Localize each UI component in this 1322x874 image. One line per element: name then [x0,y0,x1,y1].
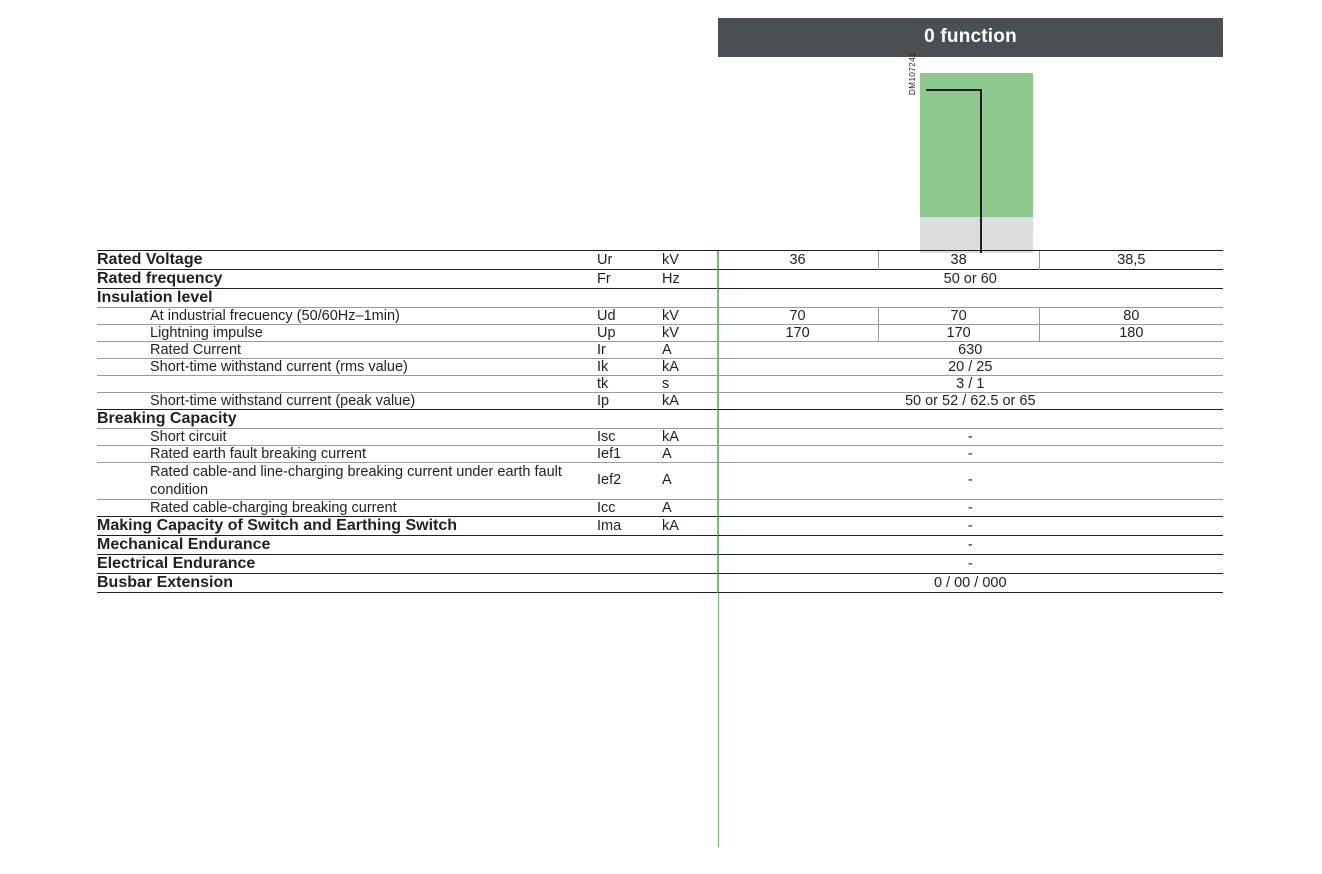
row-label: Electrical Endurance [97,555,597,574]
row-symbol: Isc [597,429,662,446]
row-label: Rated cable-and line-charging breaking current under earth fault condition [97,463,597,500]
section-label: Insulation level [97,289,597,308]
table-row [97,446,1223,463]
function-header-area [718,18,1223,253]
row-value-1: - [717,500,1223,517]
row-symbol: Ief2 [597,463,662,500]
row-label: Making Capacity of Switch and Earthing Switch [97,517,597,536]
row-unit: kA [662,359,717,376]
table-row [97,393,1223,410]
row-unit [662,536,717,555]
single-line-diagram [920,73,1033,253]
row-label [97,376,597,393]
table-row [97,325,1223,342]
row-value-1: 50 or 52 / 62.5 or 65 [717,393,1223,410]
diagram-green-block [920,73,1033,217]
table-row [97,463,1223,500]
row-unit: kA [662,393,717,410]
row-label: Mechanical Endurance [97,536,597,555]
row-value-2: 70 [878,308,1039,325]
row-unit: A [662,342,717,359]
row-value-1: - [717,463,1223,500]
table-section-row [97,410,1223,429]
row-unit: s [662,376,717,393]
row-symbol: Ir [597,342,662,359]
row-unit: kV [662,251,717,270]
row-unit [662,574,717,593]
table-row [97,500,1223,517]
row-symbol: Ima [597,517,662,536]
row-value-1 [717,289,1223,308]
row-value-1: 170 [717,325,878,342]
row-unit: A [662,463,717,500]
row-value-1: 70 [717,308,878,325]
row-symbol: Ip [597,393,662,410]
row-symbol: tk [597,376,662,393]
riser-line-icon [980,89,982,253]
busbar-line-icon [926,89,982,91]
table-row [97,517,1223,536]
function-title: 0 function [718,18,1223,57]
row-unit: kA [662,517,717,536]
row-symbol [597,410,662,429]
row-unit [662,410,717,429]
row-value-1: 50 or 60 [717,270,1223,289]
row-label: Rated cable-charging breaking current [97,500,597,517]
table-row [97,342,1223,359]
row-symbol: Ud [597,308,662,325]
table-row [97,555,1223,574]
table-row [97,429,1223,446]
table-row [97,308,1223,325]
row-value-1: - [717,429,1223,446]
table-row [97,359,1223,376]
row-symbol [597,289,662,308]
row-symbol [597,555,662,574]
row-label: Rated earth fault breaking current [97,446,597,463]
row-label: Busbar Extension [97,574,597,593]
row-symbol: Ief1 [597,446,662,463]
row-label: At industrial frecuency (50/60Hz–1min) [97,308,597,325]
row-value-1: 630 [717,342,1223,359]
row-value-1: 3 / 1 [717,376,1223,393]
row-label: Rated frequency [97,270,597,289]
diagram-grey-block [920,217,1033,253]
row-value-2: 38 [878,251,1039,270]
row-value-3: 80 [1039,308,1223,325]
table-row [97,536,1223,555]
row-symbol: Ik [597,359,662,376]
table-row [97,376,1223,393]
row-value-3: 38,5 [1039,251,1223,270]
row-value-1: - [717,536,1223,555]
row-label: Rated Current [97,342,597,359]
row-symbol: Fr [597,270,662,289]
table-row [97,270,1223,289]
row-value-1: - [717,446,1223,463]
table-section-row [97,289,1223,308]
row-label: Short circuit [97,429,597,446]
row-unit: Hz [662,270,717,289]
row-unit [662,289,717,308]
specification-table [97,250,1223,593]
table-row [97,574,1223,593]
row-value-1: - [717,517,1223,536]
table-row [97,251,1223,270]
row-symbol: Ur [597,251,662,270]
row-unit: kV [662,325,717,342]
table-bottom-rule [97,593,1223,594]
single-line-diagram-area [718,51,1223,253]
row-symbol: Up [597,325,662,342]
row-value-1: 0 / 00 / 000 [717,574,1223,593]
row-unit: A [662,446,717,463]
row-value-2: 170 [878,325,1039,342]
row-label: Lightning impulse [97,325,597,342]
row-label: Short-time withstand current (rms value) [97,359,597,376]
row-value-1: 36 [717,251,878,270]
row-unit [662,555,717,574]
diagram-reference-code: DM107241 [908,51,917,95]
row-unit: kA [662,429,717,446]
row-label: Short-time withstand current (peak value) [97,393,597,410]
row-value-3: 180 [1039,325,1223,342]
row-value-1: - [717,555,1223,574]
row-value-1: 20 / 25 [717,359,1223,376]
row-symbol [597,574,662,593]
section-label: Breaking Capacity [97,410,597,429]
specification-table-body [97,251,1223,594]
row-label: Rated Voltage [97,251,597,270]
row-value-1 [717,410,1223,429]
table-bottom-rule-cell [97,593,1223,594]
row-symbol [597,536,662,555]
row-unit: kV [662,308,717,325]
row-unit: A [662,500,717,517]
row-symbol: Icc [597,500,662,517]
